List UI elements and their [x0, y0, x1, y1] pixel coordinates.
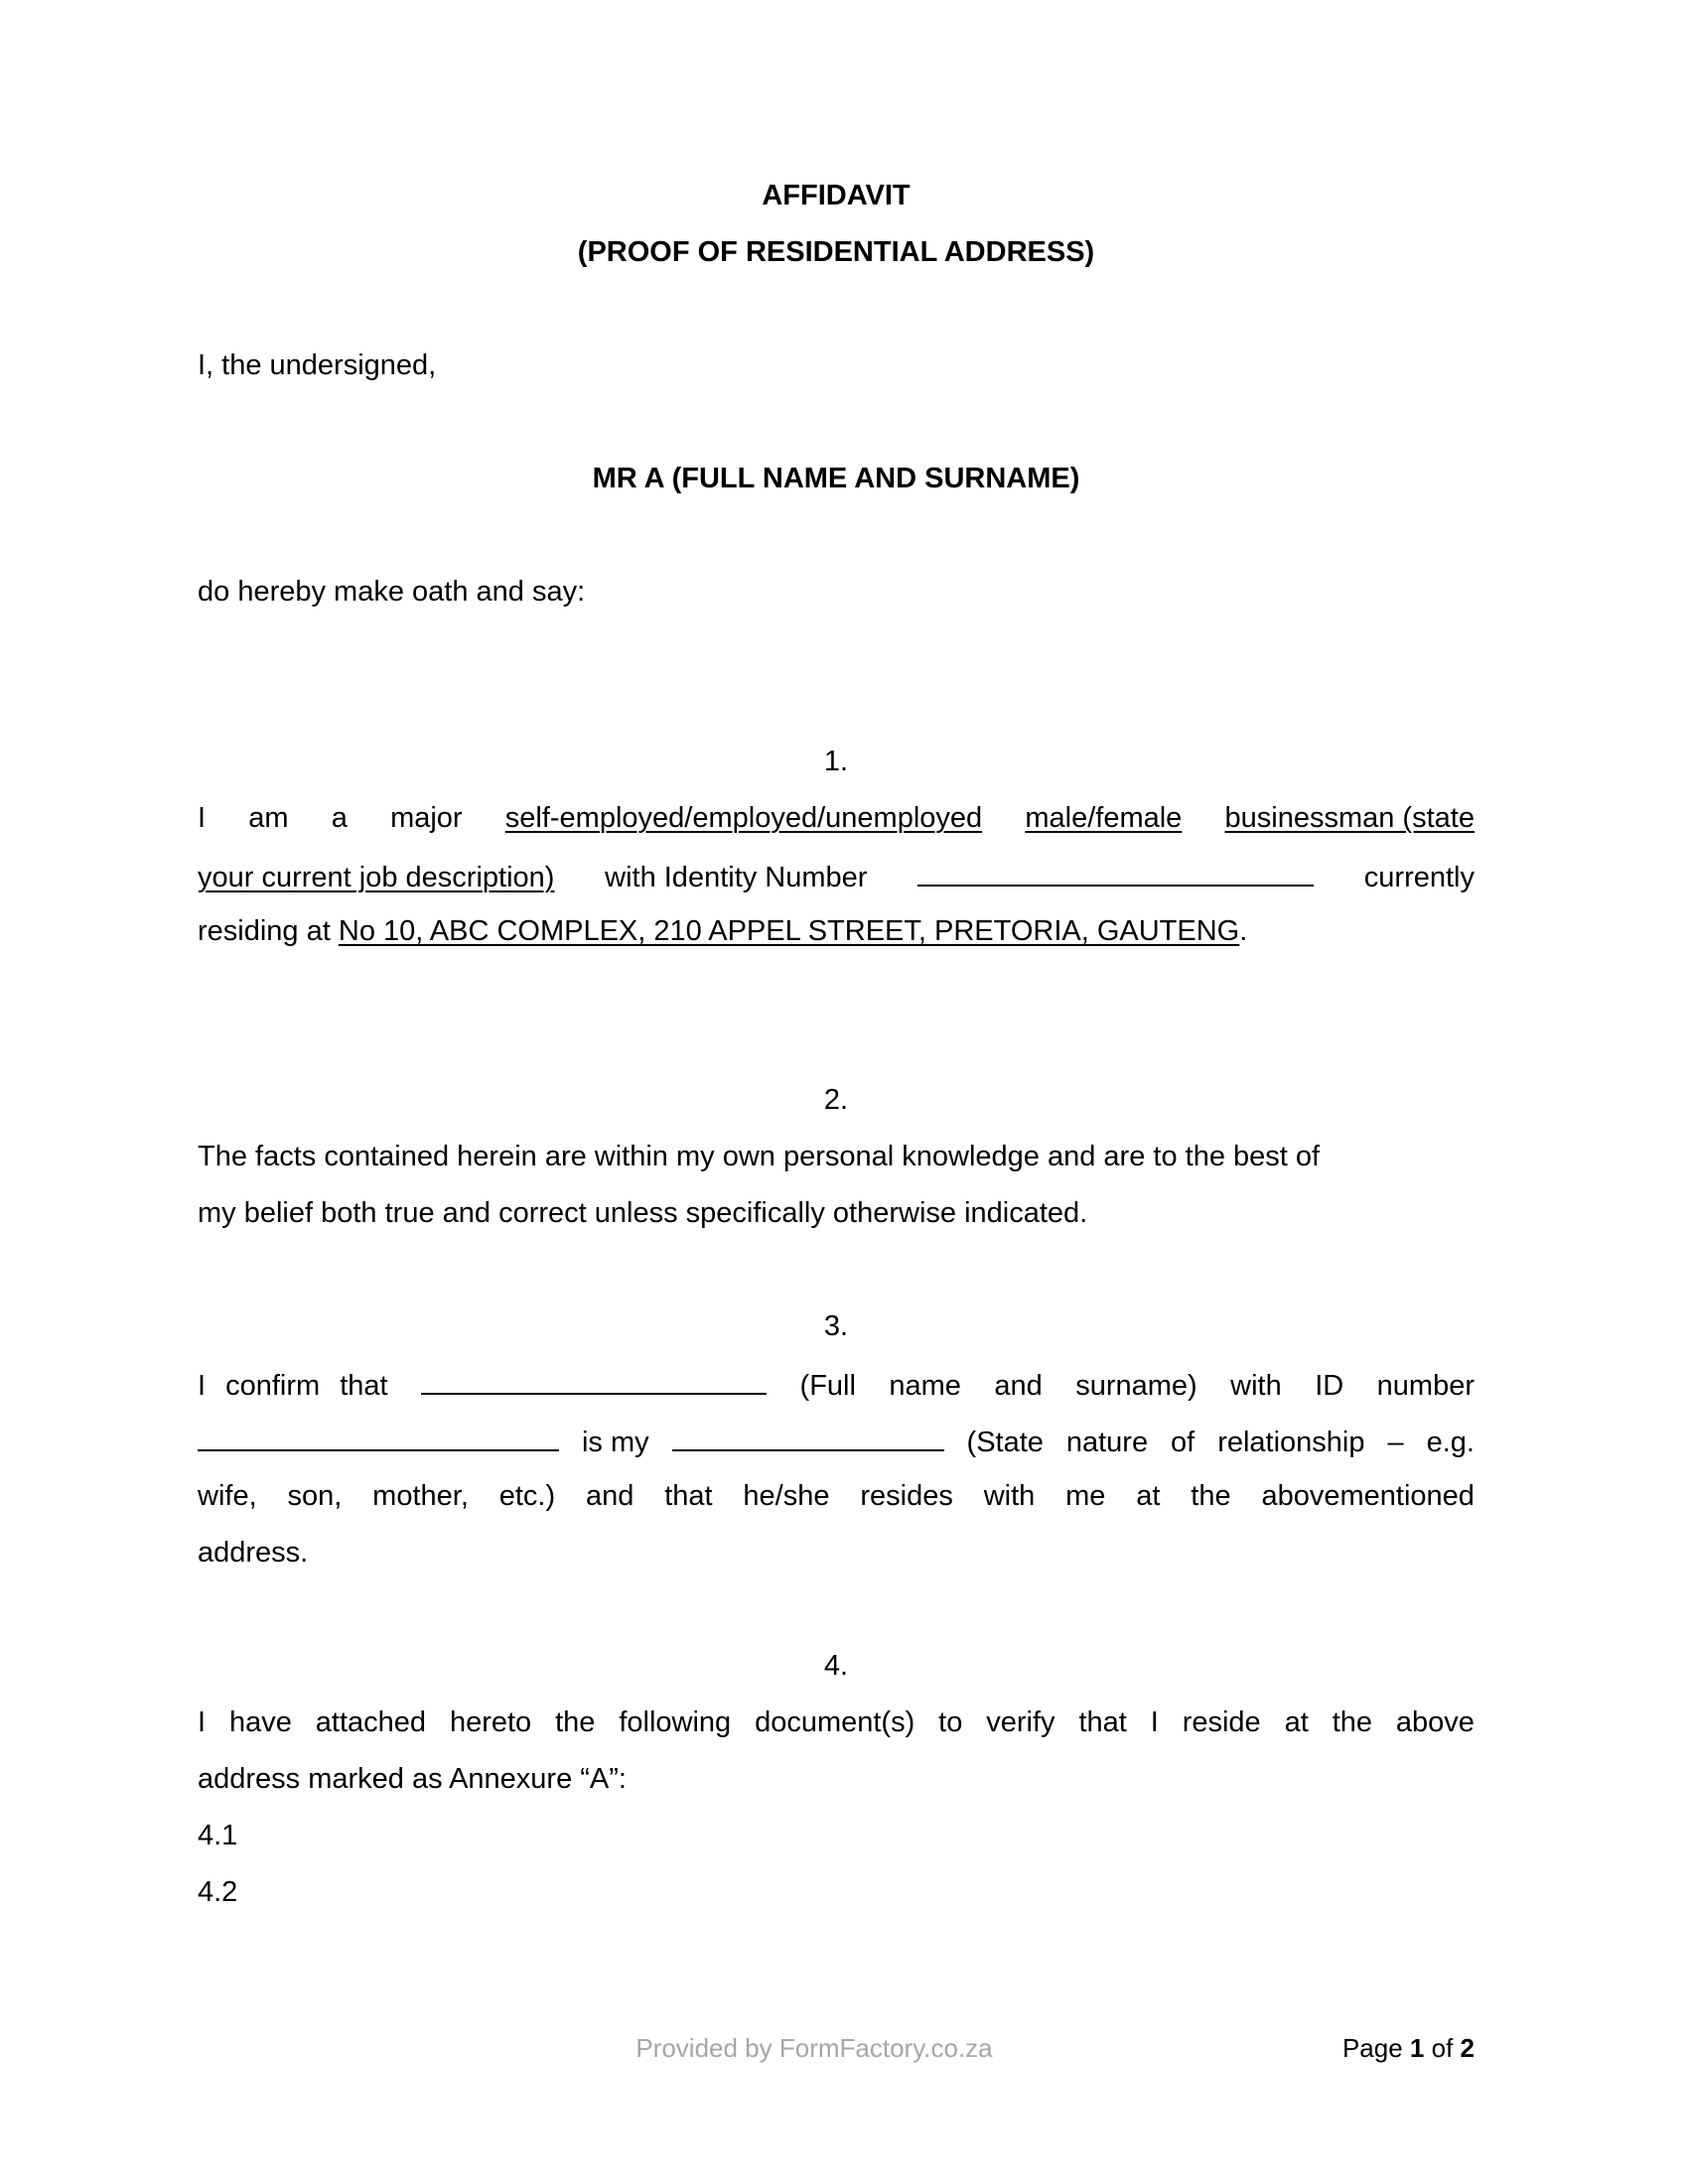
paragraph-4-line-1 [198, 1705, 1475, 1740]
word: (Full [799, 1370, 856, 1402]
word: above [1395, 1706, 1475, 1738]
paragraph-1-line-3 [198, 913, 1475, 949]
relative-name-blank[interactable] [421, 1365, 767, 1395]
intro-text: I, the undersigned, [198, 349, 437, 381]
residential-address-field: No 10, ABC COMPLEX, 210 APPEL STREET, PRETORIA, GAUTENG [338, 915, 1240, 947]
oath-text: do hereby make oath and say: [198, 576, 586, 608]
paragraph-1-line-2 [198, 857, 1475, 895]
word: document(s) [755, 1706, 915, 1738]
paragraph-4-line-2: address marked as Annexure “A”: [198, 1763, 627, 1795]
word: following [619, 1706, 732, 1738]
word: the [1332, 1706, 1373, 1738]
word: currently [1363, 862, 1475, 893]
page-of-label: of [1431, 2033, 1454, 2063]
word: and [994, 1370, 1043, 1402]
word: son, [287, 1480, 343, 1512]
is-my-label: is my [581, 1427, 649, 1458]
word: hereto [449, 1706, 532, 1738]
word: e.g. [1426, 1427, 1475, 1458]
word: that [664, 1480, 713, 1512]
paragraph-3-line-4: address. [198, 1537, 309, 1569]
word: at [1284, 1706, 1309, 1738]
confirm-label: I confirm that [198, 1370, 388, 1402]
paragraph-3-line-1 [198, 1365, 1475, 1404]
word: with [983, 1480, 1036, 1512]
paragraph-number-2: 2. [823, 1084, 849, 1116]
page-label: Page [1341, 2033, 1403, 2063]
relative-id-number-blank[interactable] [198, 1422, 559, 1451]
identity-number-label: with Identity Number [605, 862, 868, 893]
word: the [1191, 1480, 1231, 1512]
word: I [198, 802, 207, 834]
paragraph-1-line-1 [198, 800, 1475, 836]
word: (State [966, 1427, 1044, 1458]
page-current: 1 [1409, 2033, 1425, 2063]
word: number [1376, 1370, 1475, 1402]
word: the [555, 1706, 596, 1738]
provided-by-footer: Provided by FormFactory.co.za [635, 2033, 993, 2063]
word: verify [986, 1706, 1055, 1738]
paragraph-2-line-2: my belief both true and correct unless specifically otherwise indicated. [198, 1197, 1088, 1229]
word: abovementioned [1261, 1480, 1475, 1512]
annexure-item-4-1: 4.1 [198, 1820, 238, 1851]
word: nature [1065, 1427, 1149, 1458]
period: . [1239, 915, 1248, 947]
word: I [1150, 1706, 1159, 1738]
word: resides [860, 1480, 953, 1512]
word: surname) [1075, 1370, 1197, 1402]
occupation-field-start: businessman (state [1224, 802, 1475, 834]
paragraph-number-3: 3. [823, 1310, 849, 1342]
word: attached [315, 1706, 427, 1738]
word: me [1065, 1480, 1106, 1512]
word: am [248, 802, 289, 834]
identity-number-blank[interactable] [917, 857, 1314, 887]
word: I [198, 1706, 207, 1738]
word: of [1171, 1427, 1196, 1458]
word: a [331, 802, 348, 834]
page-number [1342, 2031, 1475, 2065]
paragraph-number-1: 1. [823, 746, 849, 777]
word: etc.) [498, 1480, 556, 1512]
word: relationship [1217, 1427, 1365, 1458]
annexure-item-4-2: 4.2 [198, 1876, 238, 1908]
word: name [889, 1370, 961, 1402]
word: and [585, 1480, 634, 1512]
word: ID [1315, 1370, 1344, 1402]
paragraph-number-4: 4. [823, 1650, 849, 1682]
word: he/she [743, 1480, 830, 1512]
word: wife, [198, 1480, 257, 1512]
word: reside [1182, 1706, 1261, 1738]
page-total: 2 [1460, 2033, 1475, 2063]
gender-field: male/female [1025, 802, 1183, 834]
paragraph-3-line-2 [198, 1422, 1475, 1460]
paragraph-3-line-3 [198, 1478, 1475, 1514]
employment-status-field: self-employed/employed/unemployed [504, 802, 983, 834]
word: mother, [372, 1480, 469, 1512]
document-title: AFFIDAVIT [762, 180, 911, 211]
word: have [228, 1706, 292, 1738]
word: major [390, 802, 463, 834]
word: with [1230, 1370, 1282, 1402]
word: that [1078, 1706, 1127, 1738]
relationship-blank[interactable] [672, 1422, 944, 1451]
document-subtitle: (PROOF OF RESIDENTIAL ADDRESS) [577, 236, 1095, 268]
paragraph-2-line-1: The facts contained herein are within my own personal knowledge and are to the best of [198, 1141, 1321, 1172]
residing-at-label: residing at [198, 915, 331, 947]
word: – [1387, 1427, 1404, 1458]
word: to [938, 1706, 963, 1738]
deponent-name: MR A (FULL NAME AND SURNAME) [592, 463, 1080, 494]
word: at [1136, 1480, 1161, 1512]
occupation-field-end: your current job description) [198, 862, 555, 893]
